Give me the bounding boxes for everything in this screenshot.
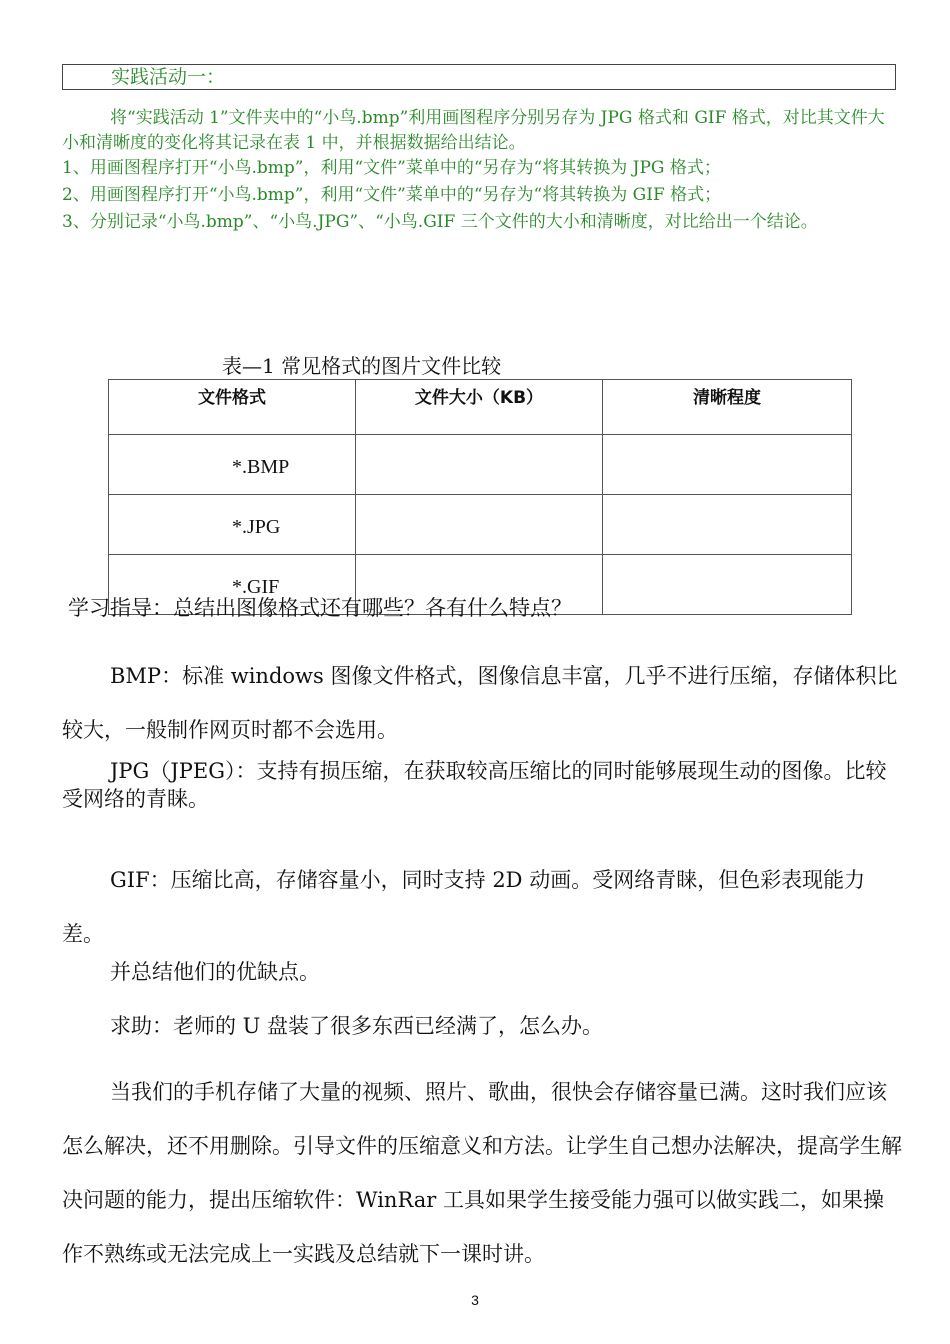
table-caption: 表—1 常见格式的图片文件比较 <box>222 354 502 378</box>
summary-paragraph: 并总结他们的优缺点。 <box>110 960 320 984</box>
activity-title-box <box>62 64 896 90</box>
instruction-step-2: 2、用画图程序打开“小鸟.bmp”，利用“文件”菜单中的“另存为“将其转换为 GIF 格式； <box>62 185 722 205</box>
table-row <box>109 435 852 495</box>
help-paragraph: 求助：老师的 U 盘装了很多东西已经满了，怎么办。 <box>110 1014 604 1038</box>
bmp-paragraph: BMP：标准 windows 图像文件格式，图像信息丰富，几乎不进行压缩，存储体积比较大，一般制作网页时都不会选用。 <box>62 664 898 742</box>
instruction-step-1: 1、用画图程序打开“小鸟.bmp”，利用“文件”菜单中的“另存为“将其转换为 JPG 格式； <box>62 158 721 178</box>
table-header-row <box>109 380 852 435</box>
cell-clarity <box>603 495 852 555</box>
cell-clarity <box>603 435 852 495</box>
jpg-paragraph: JPG（JPEG）：支持有损压缩，在获取较高压缩比的同时能够展现生动的图像。比较受网络的青睐。 <box>62 759 887 811</box>
cell-format: *.GIF <box>109 555 356 615</box>
cell-format: *.JPG <box>109 495 356 555</box>
header-format: 文件格式 <box>109 380 356 435</box>
instruction-step-3: 3、分别记录“小鸟.bmp”、“小鸟.JPG”、“小鸟.GIF 三个文件的大小和清晰度，对比给出一个结论。 <box>62 212 818 232</box>
instruction-intro: 将“实践活动 1”文件夹中的“小鸟.bmp”利用画图程序分别另存为 JPG 格式和 GIF 格式，对比其文件大小和清晰度的变化将其记录在表 1 中，并根据数据给出结论。 <box>62 108 885 153</box>
cell-size <box>356 435 603 495</box>
header-size: 文件大小（KB） <box>356 380 603 435</box>
phone-paragraph: 当我们的手机存储了大量的视频、照片、歌曲，很快会存储容量已满。这时我们应该怎么解决，还不用删除。引导文件的压缩意义和方法。让学生自己想办法解决，提高学生解决问题的能力，提出压缩软件：WinRar 工具如果学生接受能力强可以做实践二，如果操作不熟练或无法完成上一实践及总结就下一课时讲。 <box>62 1080 902 1266</box>
activity-title: 实践活动一： <box>111 66 226 88</box>
header-clarity: 清晰程度 <box>603 380 852 435</box>
cell-format: *.BMP <box>109 435 356 495</box>
table-row <box>109 495 852 555</box>
page-number: 3 <box>471 1292 479 1308</box>
gif-paragraph: GIF：压缩比高，存储容量小，同时支持 2D 动画。受网络青睐，但色彩表现能力差。 <box>62 868 866 946</box>
guide-paragraph: 学习指导：总结出图像格式还有哪些？各有什么特点？ <box>68 596 572 620</box>
cell-size <box>356 495 603 555</box>
format-comparison-table <box>108 379 852 615</box>
